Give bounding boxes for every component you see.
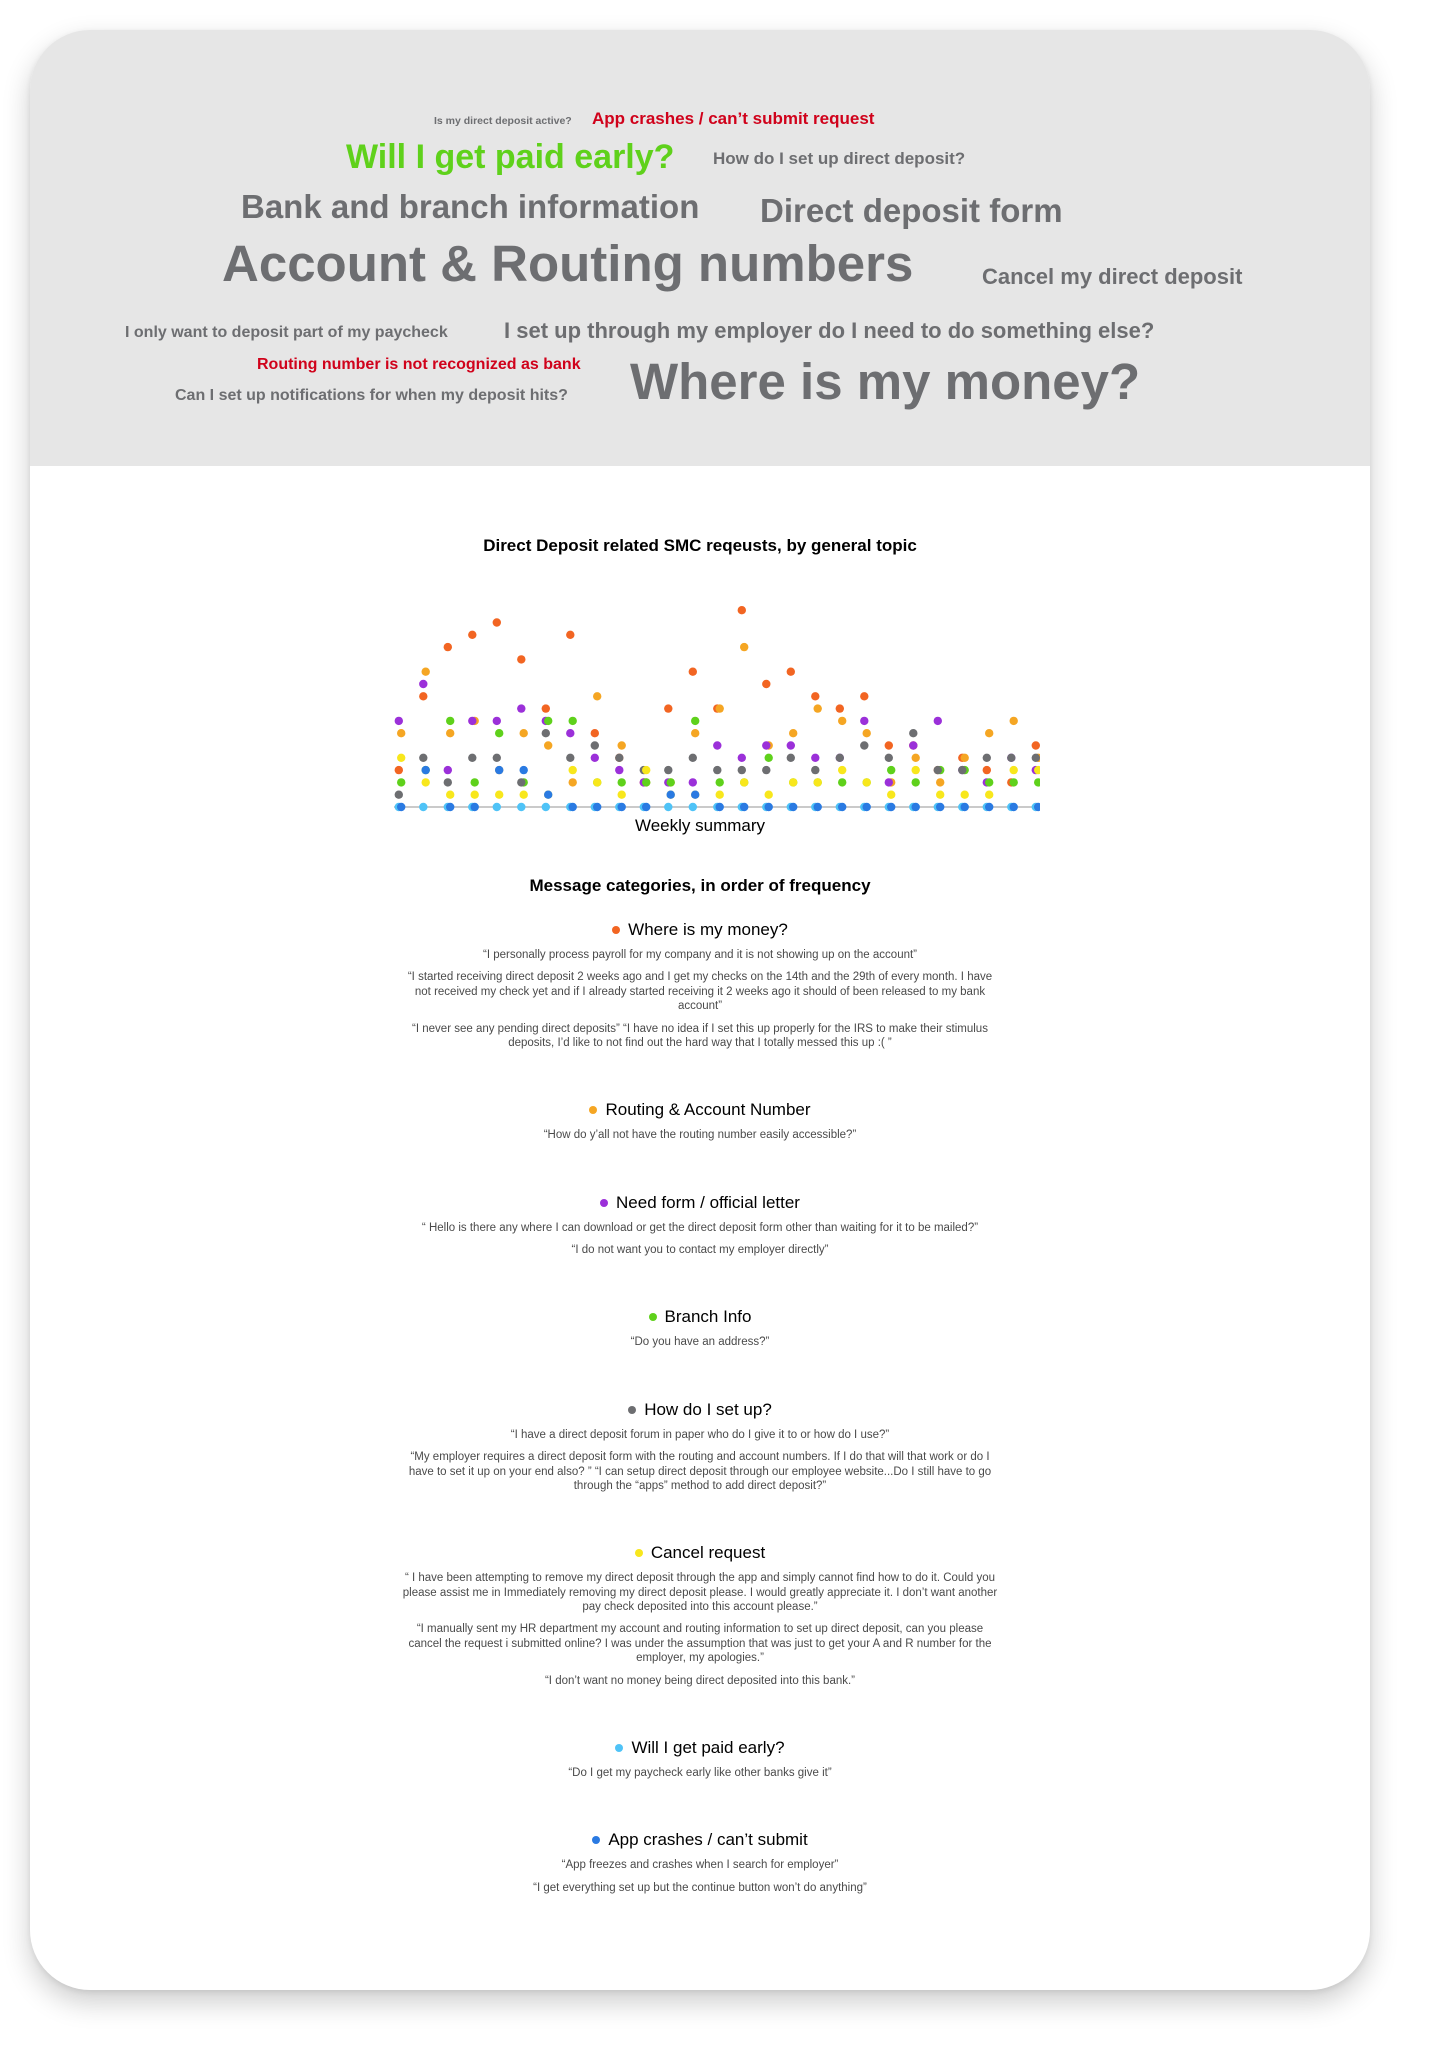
data-point bbox=[936, 778, 944, 786]
category-dot-icon bbox=[592, 1836, 600, 1844]
customer-quote: “ I have been attempting to remove my direct deposit through the app and simply cannot find how to do it. Could you please assist me in Immediately removing my direct deposit please. I would greatly appreciate it. I don’t want another pay check deposited into this account please.” bbox=[402, 1572, 998, 1613]
data-point bbox=[468, 631, 476, 639]
data-point bbox=[618, 803, 626, 811]
data-point bbox=[395, 791, 403, 799]
data-point bbox=[738, 766, 746, 774]
data-point bbox=[961, 791, 969, 799]
data-point bbox=[961, 754, 969, 762]
data-point bbox=[618, 778, 626, 786]
category-block bbox=[400, 1307, 1000, 1349]
customer-quote: “I don’t want no money being direct deposited into this bank.” bbox=[544, 1674, 856, 1687]
data-point bbox=[395, 717, 403, 725]
data-point bbox=[740, 643, 748, 651]
data-point bbox=[395, 766, 403, 774]
category-dot-icon bbox=[615, 1744, 623, 1752]
data-point bbox=[836, 754, 844, 762]
data-point bbox=[689, 803, 697, 811]
data-point bbox=[691, 729, 699, 737]
data-point bbox=[591, 741, 599, 749]
data-point bbox=[1032, 741, 1040, 749]
category-heading bbox=[400, 1307, 1000, 1327]
data-point bbox=[591, 754, 599, 762]
data-point bbox=[566, 631, 574, 639]
data-point bbox=[912, 754, 920, 762]
data-point bbox=[716, 791, 724, 799]
data-point bbox=[569, 803, 577, 811]
data-point bbox=[422, 778, 430, 786]
data-point bbox=[814, 778, 822, 786]
data-point bbox=[765, 791, 773, 799]
data-point bbox=[1010, 778, 1018, 786]
data-point bbox=[468, 717, 476, 725]
data-point bbox=[860, 692, 868, 700]
category-block bbox=[400, 1100, 1000, 1142]
cloud-word: App crashes / can’t submit request bbox=[592, 109, 875, 128]
data-point bbox=[838, 778, 846, 786]
data-point bbox=[569, 766, 577, 774]
category-block bbox=[400, 1830, 1000, 1895]
data-point bbox=[936, 791, 944, 799]
category-name: App crashes / can’t submit bbox=[608, 1830, 808, 1850]
data-point bbox=[419, 680, 427, 688]
data-point bbox=[419, 692, 427, 700]
data-point bbox=[446, 791, 454, 799]
data-point bbox=[738, 754, 746, 762]
data-point bbox=[1032, 754, 1040, 762]
category-heading bbox=[400, 1543, 1000, 1563]
data-point bbox=[446, 717, 454, 725]
customer-quote: “Do I get my paycheck early like other banks give it” bbox=[568, 1766, 832, 1779]
data-point bbox=[909, 741, 917, 749]
data-point bbox=[495, 791, 503, 799]
data-point bbox=[762, 766, 770, 774]
data-point bbox=[838, 717, 846, 725]
data-point bbox=[591, 729, 599, 737]
category-heading bbox=[400, 1400, 1000, 1420]
data-point bbox=[689, 778, 697, 786]
data-point bbox=[740, 778, 748, 786]
cloud-word: Cancel my direct deposit bbox=[982, 264, 1243, 289]
data-point bbox=[1010, 717, 1018, 725]
category-heading bbox=[400, 1100, 1000, 1120]
data-point bbox=[471, 803, 479, 811]
data-point bbox=[520, 766, 528, 774]
data-point bbox=[765, 803, 773, 811]
data-point bbox=[885, 754, 893, 762]
data-point bbox=[934, 766, 942, 774]
data-point bbox=[787, 668, 795, 676]
data-point bbox=[664, 803, 672, 811]
category-name: Branch Info bbox=[664, 1307, 752, 1327]
cloud-word: I only want to deposit part of my paycheck bbox=[125, 324, 448, 341]
data-point bbox=[493, 717, 501, 725]
data-point bbox=[740, 803, 748, 811]
customer-quote: “I have a direct deposit forum in paper who do I give it to or how do I use?” bbox=[510, 1428, 890, 1441]
category-name: Need form / official letter bbox=[616, 1192, 800, 1212]
customer-quote: “ Hello is there any where I can download or get the direct deposit form other than waiting for it to be mailed?” bbox=[421, 1221, 979, 1234]
data-point bbox=[419, 754, 427, 762]
cloud-word: Where is my money? bbox=[630, 353, 1141, 410]
cloud-word: Can I set up notifications for when my deposit hits? bbox=[175, 387, 568, 404]
data-point bbox=[836, 704, 844, 712]
data-point bbox=[936, 803, 944, 811]
customer-quote: “I never see any pending direct deposits” “I have no idea if I set this up properly for the IRS to make their stimulus deposits, I’d like to not find out the hard way that I totally messed this up :( ” bbox=[412, 1022, 988, 1049]
data-point bbox=[713, 766, 721, 774]
data-point bbox=[544, 791, 552, 799]
data-point bbox=[1010, 766, 1018, 774]
weekly-dot-chart bbox=[360, 600, 1040, 820]
data-point bbox=[863, 778, 871, 786]
category-name: Cancel request bbox=[650, 1543, 766, 1563]
category-dot-icon bbox=[600, 1199, 608, 1207]
category-block bbox=[400, 1400, 1000, 1494]
data-point bbox=[787, 741, 795, 749]
categories-list bbox=[400, 920, 1000, 1945]
data-point bbox=[517, 778, 525, 786]
cloud-word: Direct deposit form bbox=[760, 192, 1063, 229]
data-point bbox=[471, 778, 479, 786]
customer-quote: “How do y’all not have the routing number easily accessible?” bbox=[543, 1129, 857, 1142]
data-point bbox=[716, 704, 724, 712]
data-point bbox=[789, 778, 797, 786]
data-point bbox=[593, 692, 601, 700]
category-dot-icon bbox=[649, 1313, 657, 1321]
category-block bbox=[400, 920, 1000, 1050]
data-point bbox=[444, 643, 452, 651]
data-point bbox=[912, 766, 920, 774]
category-name: How do I set up? bbox=[644, 1399, 772, 1419]
data-point bbox=[542, 803, 550, 811]
customer-quote: “Do you have an address?” bbox=[630, 1336, 770, 1349]
cloud-word: Bank and branch information bbox=[241, 188, 700, 225]
category-heading bbox=[400, 1738, 1000, 1758]
data-point bbox=[934, 717, 942, 725]
data-point bbox=[566, 729, 574, 737]
data-point bbox=[471, 791, 479, 799]
categories-title: Message categories, in order of frequency bbox=[529, 876, 871, 895]
data-point bbox=[689, 754, 697, 762]
word-cloud bbox=[30, 30, 1370, 466]
data-point bbox=[542, 729, 550, 737]
data-point bbox=[1010, 803, 1018, 811]
data-point bbox=[493, 803, 501, 811]
data-point bbox=[912, 778, 920, 786]
data-point bbox=[618, 741, 626, 749]
category-dot-icon bbox=[589, 1106, 597, 1114]
category-heading bbox=[400, 1193, 1000, 1213]
data-point bbox=[716, 803, 724, 811]
data-point bbox=[838, 766, 846, 774]
data-point bbox=[444, 778, 452, 786]
data-point bbox=[838, 803, 846, 811]
category-name: Will I get paid early? bbox=[631, 1737, 785, 1757]
data-point bbox=[961, 803, 969, 811]
data-point bbox=[493, 754, 501, 762]
data-point bbox=[811, 754, 819, 762]
category-name: Routing & Account Number bbox=[605, 1100, 811, 1120]
data-point bbox=[887, 766, 895, 774]
customer-quote: “App freezes and crashes when I search for employer” bbox=[561, 1859, 839, 1872]
customer-quote: “I personally process payroll for my company and it is not showing up on the account” bbox=[482, 949, 918, 961]
data-point bbox=[985, 791, 993, 799]
data-point bbox=[446, 803, 454, 811]
cloud-word: Routing number is not recognized as bank bbox=[257, 356, 581, 373]
data-point bbox=[762, 741, 770, 749]
cloud-word: How do I set up direct deposit? bbox=[713, 149, 966, 168]
data-point bbox=[397, 754, 405, 762]
data-point bbox=[909, 729, 917, 737]
data-point bbox=[985, 778, 993, 786]
data-point bbox=[419, 803, 427, 811]
data-point bbox=[517, 655, 525, 663]
data-point bbox=[691, 717, 699, 725]
data-point bbox=[811, 692, 819, 700]
customer-quote: “I do not want you to contact my employer directly” bbox=[571, 1244, 829, 1256]
data-point bbox=[593, 803, 601, 811]
data-point bbox=[446, 729, 454, 737]
data-point bbox=[642, 803, 650, 811]
chart-title: Direct Deposit related SMC reqeusts, by general topic bbox=[483, 536, 917, 555]
data-point bbox=[713, 741, 721, 749]
data-point bbox=[860, 741, 868, 749]
data-point bbox=[642, 766, 650, 774]
data-point bbox=[1007, 754, 1015, 762]
data-point bbox=[985, 729, 993, 737]
data-point bbox=[983, 766, 991, 774]
data-point bbox=[493, 618, 501, 626]
data-point bbox=[983, 754, 991, 762]
data-point bbox=[517, 704, 525, 712]
data-point bbox=[716, 778, 724, 786]
data-point bbox=[912, 803, 920, 811]
data-point bbox=[569, 778, 577, 786]
data-point bbox=[544, 717, 552, 725]
data-point bbox=[495, 729, 503, 737]
category-block bbox=[400, 1738, 1000, 1780]
customer-quote: “I manually sent my HR department my account and routing information to set up direct deposit, can you please cancel the request i submitted online? I was under the assumption that was just to get your A and R number for the employer, my apologies.” bbox=[408, 1623, 992, 1665]
data-point bbox=[397, 803, 405, 811]
data-point bbox=[615, 754, 623, 762]
category-dot-icon bbox=[635, 1549, 643, 1557]
cloud-word: Account & Routing numbers bbox=[222, 235, 914, 292]
data-point bbox=[667, 791, 675, 799]
data-point bbox=[642, 778, 650, 786]
category-heading bbox=[400, 920, 1000, 940]
data-point bbox=[985, 803, 993, 811]
category-dot-icon bbox=[628, 1406, 636, 1414]
data-point bbox=[397, 778, 405, 786]
data-point bbox=[814, 803, 822, 811]
data-point bbox=[468, 754, 476, 762]
data-point bbox=[544, 741, 552, 749]
data-point bbox=[738, 606, 746, 614]
data-point bbox=[765, 754, 773, 762]
data-point bbox=[958, 766, 966, 774]
data-point bbox=[569, 717, 577, 725]
data-point bbox=[593, 778, 601, 786]
data-point bbox=[863, 803, 871, 811]
data-point bbox=[517, 803, 525, 811]
customer-quote: “I started receiving direct deposit 2 weeks ago and I get my checks on the 14th and the 29th of every month. I have not received my check yet and if I already started receiving it 2 weeks ago it should of been released to my bank account” bbox=[407, 971, 993, 1013]
x-axis-label: Weekly summary bbox=[634, 816, 766, 835]
data-point bbox=[444, 766, 452, 774]
data-point bbox=[691, 791, 699, 799]
data-point bbox=[887, 803, 895, 811]
category-dot-icon bbox=[612, 926, 620, 934]
data-point bbox=[397, 729, 405, 737]
category-name: Where is my money? bbox=[628, 920, 788, 939]
data-point bbox=[1034, 778, 1040, 786]
cloud-word: I set up through my employer do I need to do something else? bbox=[504, 318, 1155, 343]
data-point bbox=[664, 704, 672, 712]
data-point bbox=[566, 754, 574, 762]
report-card bbox=[30, 30, 1370, 1990]
data-point bbox=[885, 778, 893, 786]
data-point bbox=[422, 668, 430, 676]
data-point bbox=[885, 741, 893, 749]
cloud-word: Is my direct deposit active? bbox=[434, 115, 572, 127]
data-point bbox=[787, 754, 795, 762]
data-point bbox=[789, 803, 797, 811]
data-point bbox=[618, 791, 626, 799]
data-point bbox=[762, 680, 770, 688]
data-point bbox=[689, 668, 697, 676]
category-block bbox=[400, 1193, 1000, 1258]
data-point bbox=[422, 766, 430, 774]
data-point bbox=[542, 704, 550, 712]
data-point bbox=[789, 729, 797, 737]
data-point bbox=[520, 729, 528, 737]
data-point bbox=[664, 766, 672, 774]
data-point bbox=[860, 717, 868, 725]
data-point bbox=[887, 791, 895, 799]
data-point bbox=[667, 778, 675, 786]
customer-quote: “My employer requires a direct deposit form with the routing and account numbers. If I do that will that work or do I have to set it up on your end also? ” “I can setup direct deposit through our employee website...Do I still have to go through the “apps” method to add direct deposit?” bbox=[408, 1451, 992, 1492]
category-block bbox=[400, 1543, 1000, 1688]
data-point bbox=[811, 766, 819, 774]
data-point bbox=[520, 791, 528, 799]
data-point bbox=[863, 729, 871, 737]
data-point bbox=[495, 766, 503, 774]
category-heading bbox=[400, 1830, 1000, 1850]
customer-quote: “I get everything set up but the continue button won’t do anything” bbox=[533, 1881, 867, 1894]
cloud-word: Will I get paid early? bbox=[346, 138, 675, 176]
data-point bbox=[814, 704, 822, 712]
data-point bbox=[615, 766, 623, 774]
